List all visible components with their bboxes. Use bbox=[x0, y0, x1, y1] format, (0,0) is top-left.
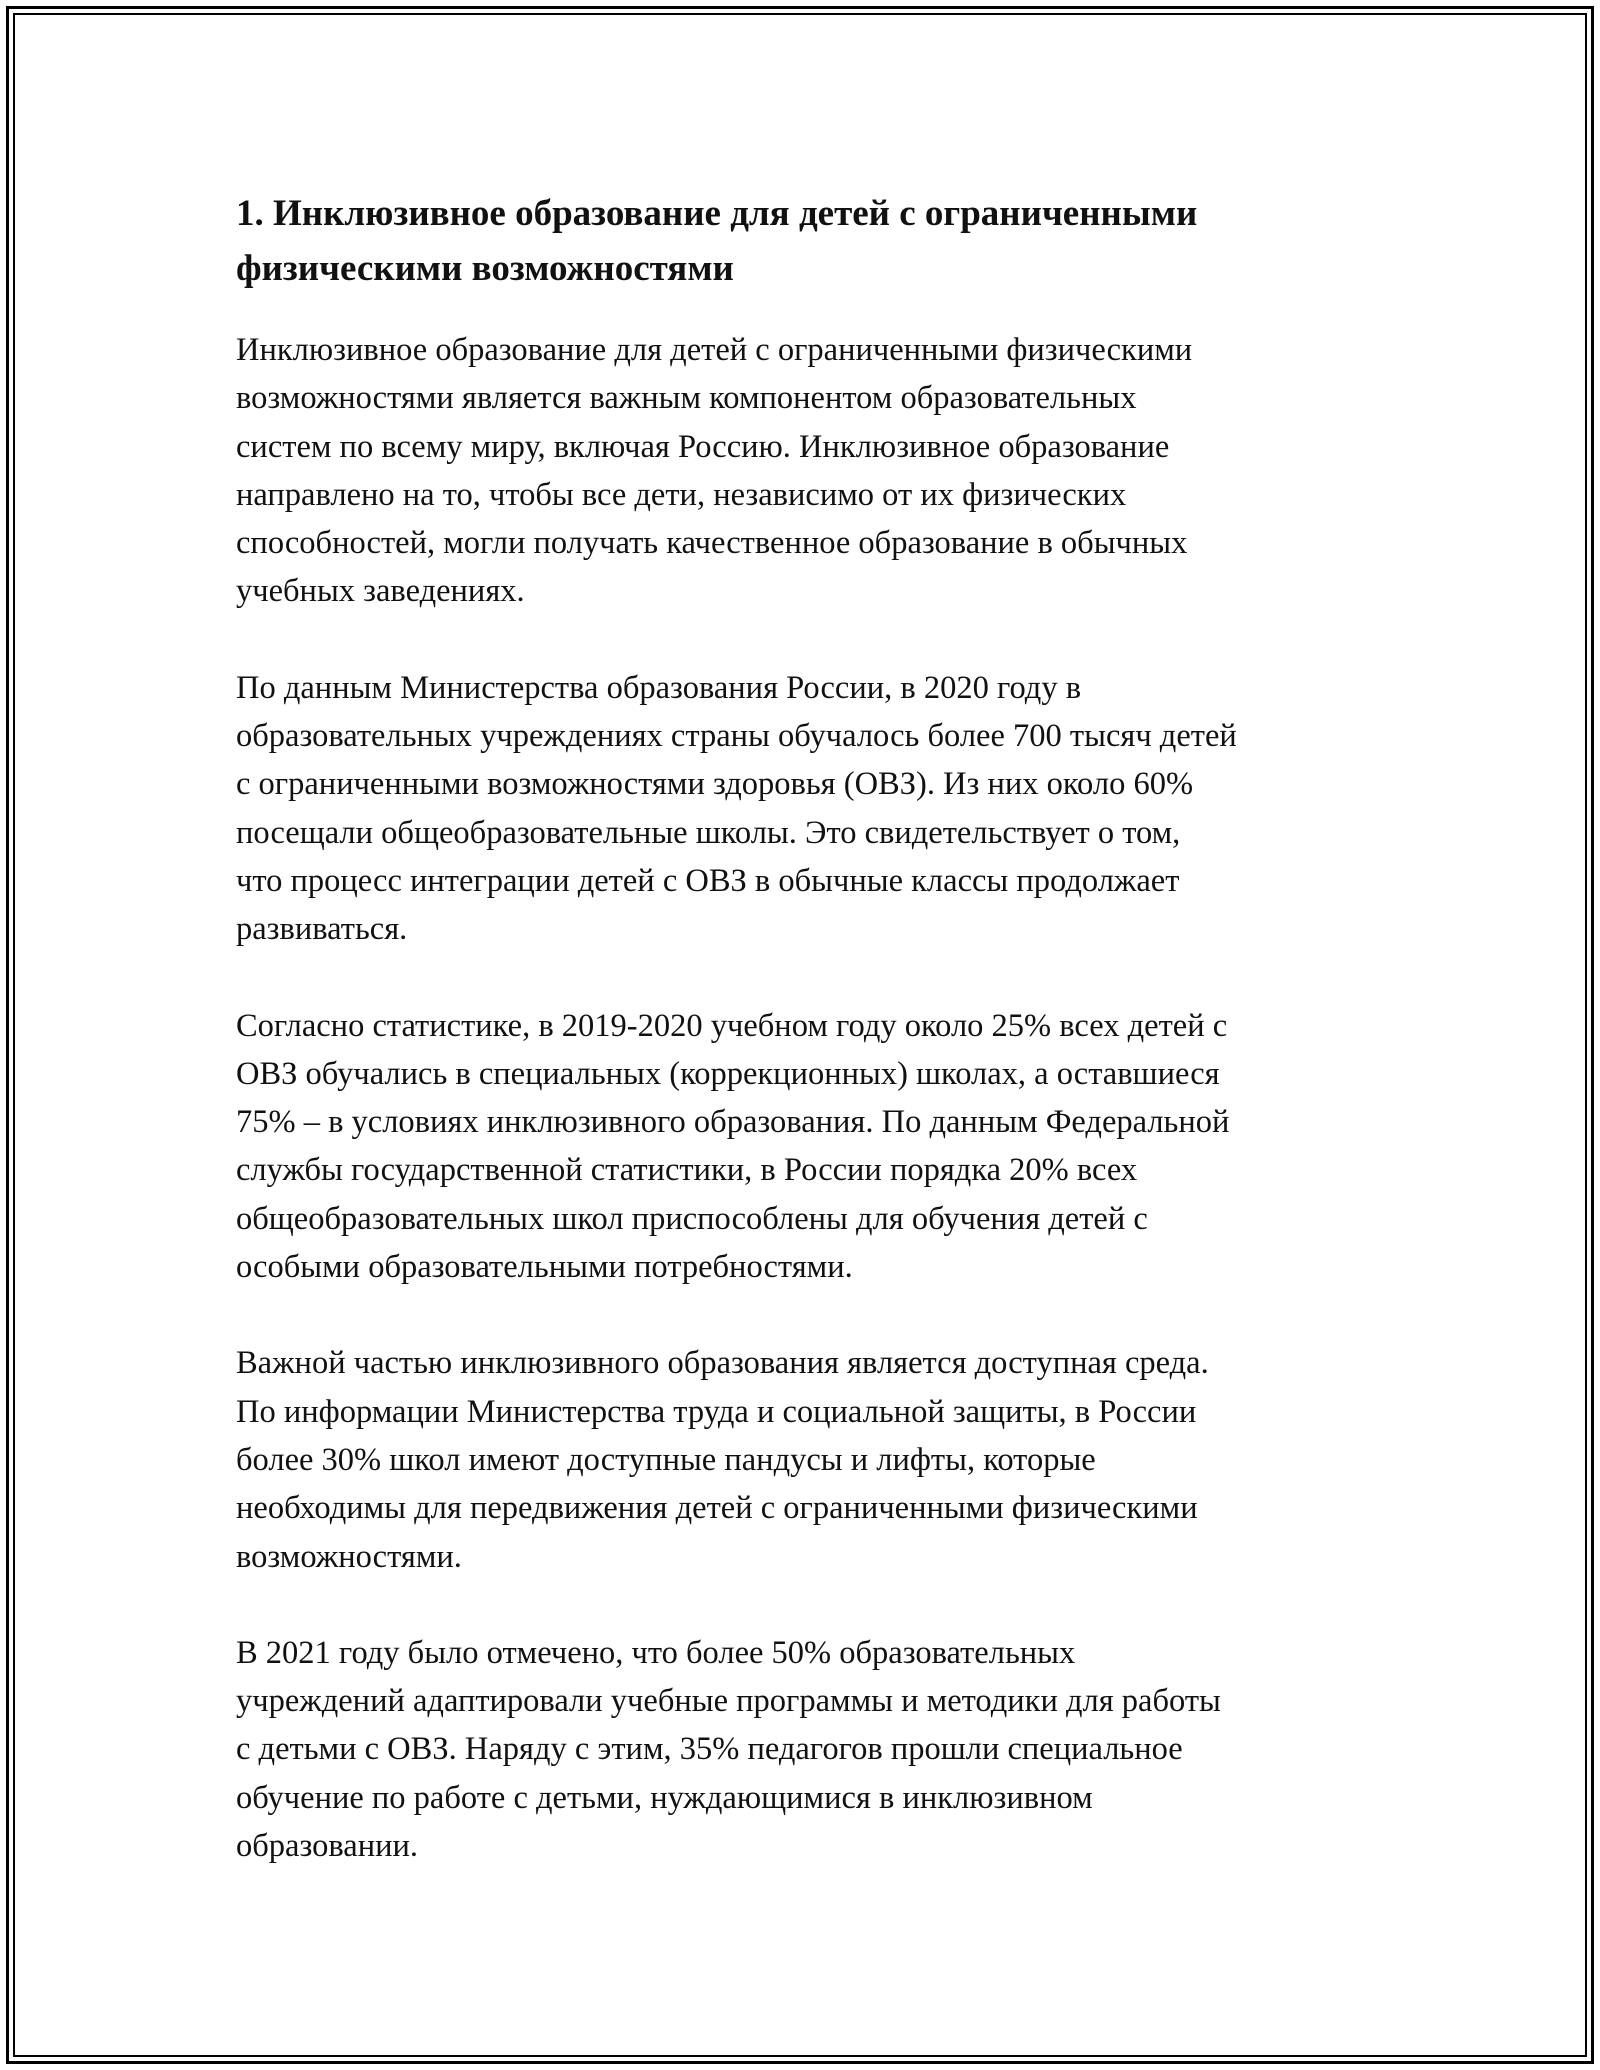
paragraph-accessible-environment: Важной частью инклюзивного образования является доступная среда. По информации Министерства труда и социальной защиты, в России более 30% школ имеют доступные пандусы и лифты, которые необходимы для передвижения детей с ограниченными физическими возможностями. bbox=[236, 1345, 1209, 1575]
section-heading: 1. Инклюзивное образование для детей с ограниченными физическими возможностями bbox=[236, 193, 1198, 289]
paragraph-ministry-statistics: По данным Министерства образования России, в 2020 году в образовательных учреждениях страны обучалось более 700 тысяч детей с ограниченными возможностями здоровья (ОВЗ). Из них около 60% посещали общеобразовательные школы. Это свидетельствует о том, что процесс интеграции детей с ОВЗ в обычные классы продолжает развиваться. bbox=[236, 669, 1237, 948]
paragraph-2021-adaptation: В 2021 году было отмечено, что более 50% образовательных учреждений адаптировали учебные программы и методики для работы с детьми с ОВЗ. Наряду с этим, 35% педагогов прошли специальное обучение по работе с детьми, нуждающимися в инклюзивном образовании. bbox=[236, 1634, 1221, 1865]
document-page bbox=[236, 186, 1386, 1918]
paragraph-inclusive-education-intro: Инклюзивное образование для детей с ограниченными физическими возможностями является важным компонентом образовательных систем по всему миру, включая Россию. Инклюзивное образование направлено на то, чтобы все дети, независимо от их физических способностей, могли получать качественное образование в обычных учебных заведениях. bbox=[236, 332, 1193, 610]
paragraph-school-statistics: Согласно статистике, в 2019-2020 учебном году около 25% всех детей с ОВЗ обучались в специальных (коррекционных) школах, а оставшиеся 75% – в условиях инклюзивного образования. По данным Федеральной службы государственной статистики, в России порядка 20% всех общеобразовательных школ приспособлены для обучения детей с особыми образовательными потребностями. bbox=[236, 1007, 1230, 1286]
